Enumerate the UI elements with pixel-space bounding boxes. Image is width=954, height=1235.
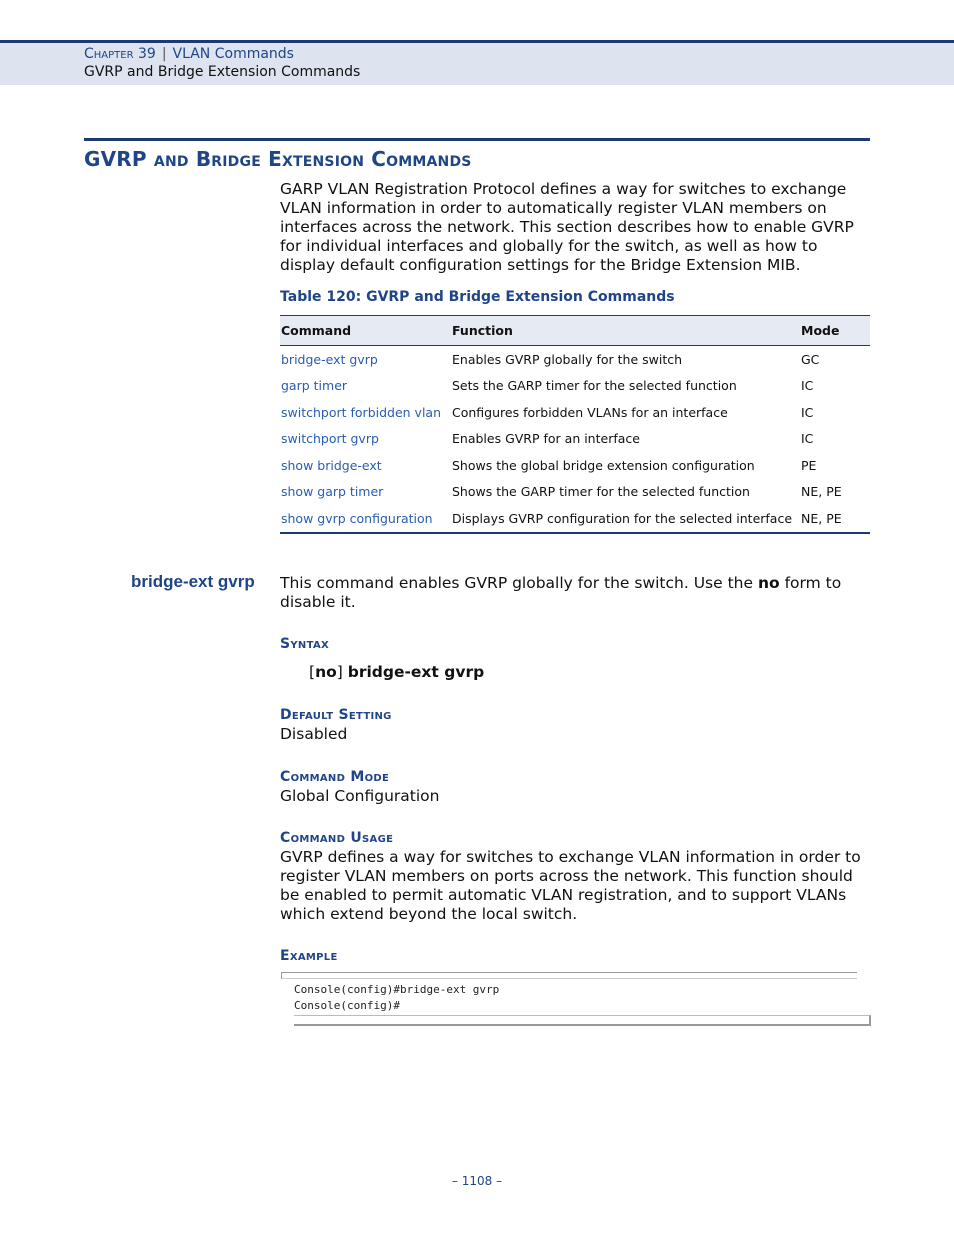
table-row	[280, 452, 870, 479]
table-row	[280, 399, 870, 426]
command-description	[280, 574, 868, 612]
mode-cell: IC	[801, 404, 814, 420]
chapter-title: VLAN Commands	[172, 46, 294, 62]
command-link[interactable]: show gvrp configuration	[280, 505, 452, 533]
function-cell: Shows the GARP timer for the selected function	[452, 484, 750, 500]
code-line: Console(config)#bridge-ext gvrp	[294, 983, 500, 996]
command-usage-text: GVRP defines a way for switches to exchange VLAN information in order to register VLAN members on ports across the network. This function should be enabled to permit automatic VLAN registration, and to support VLANs which extend beyond the local switch.	[280, 848, 861, 923]
example-heading: Example	[280, 948, 338, 964]
code-frame-bottom	[294, 1015, 871, 1026]
command-mode-value: Global Configuration	[280, 787, 440, 805]
command-link[interactable]: switchport forbidden vlan	[281, 404, 442, 420]
mode-cell: NE, PE	[801, 505, 870, 533]
table-row	[280, 346, 870, 373]
description-text-end: form to disable it.	[280, 574, 842, 611]
table-header-row	[280, 316, 870, 346]
default-setting-value: Disabled	[280, 725, 348, 743]
mode-cell: IC	[801, 378, 814, 394]
mode-cell: PE	[801, 457, 817, 473]
function-cell: Sets the GARP timer for the selected function	[452, 378, 737, 394]
code-line: Console(config)#	[294, 999, 400, 1012]
syntax-command: bridge-ext gvrp	[347, 663, 485, 681]
example-code-block	[281, 972, 869, 1026]
chapter-label: Chapter 39	[84, 46, 156, 62]
function-cell: Configures forbidden VLANs for an interface	[452, 404, 728, 420]
syntax-no-keyword: no	[315, 663, 337, 681]
table-row	[280, 505, 870, 533]
command-heading: bridge-ext gvrp	[131, 572, 255, 591]
col-header-mode: Mode	[801, 316, 870, 346]
intro-paragraph: GARP VLAN Registration Protocol defines a way for switches to exchange VLAN information in order to automatically register VLAN members on interfaces across the network. This section describes how to enable GVRP for individual interfaces and globally for the switch, as well as how to display default configuration settings for the Bridge Extension MIB.	[280, 180, 854, 274]
function-cell: Enables GVRP globally for the switch	[452, 351, 683, 367]
description-text: This command enables GVRP globally for the switch. Use the	[280, 574, 758, 592]
mode-cell: IC	[801, 431, 814, 447]
col-header-command: Command	[280, 316, 452, 346]
syntax-bracket-open: [	[309, 663, 316, 681]
command-usage-heading: Command Usage	[280, 830, 394, 846]
description-no-keyword: no	[757, 574, 780, 592]
col-header-function: Function	[452, 316, 801, 346]
section-title: GVRP and Bridge Extension Commands	[84, 147, 472, 171]
table-caption: Table 120: GVRP and Bridge Extension Commands	[280, 289, 675, 305]
default-setting-heading: Default Setting	[280, 707, 392, 723]
command-link[interactable]: show bridge-ext	[281, 457, 382, 473]
syntax-bracket-close: ]	[336, 663, 348, 681]
table-row	[280, 426, 870, 453]
header-separator: |	[161, 46, 167, 62]
command-link[interactable]: garp timer	[281, 378, 348, 394]
command-mode-heading: Command Mode	[280, 769, 390, 785]
mode-cell: GC	[801, 351, 820, 367]
page-number: – 1108 –	[451, 1174, 503, 1188]
syntax-line	[309, 663, 484, 681]
table-row	[280, 479, 870, 506]
commands-table	[280, 315, 870, 534]
command-link[interactable]: switchport gvrp	[281, 431, 379, 447]
running-header-section: GVRP and Bridge Extension Commands	[84, 64, 361, 80]
code-frame-top	[281, 972, 857, 979]
table-row	[280, 373, 870, 400]
running-header-chapter	[84, 46, 294, 62]
section-rule	[84, 138, 870, 141]
function-cell: Shows the global bridge extension configuration	[452, 457, 755, 473]
mode-cell: NE, PE	[801, 484, 842, 500]
command-link[interactable]: bridge-ext gvrp	[281, 351, 378, 367]
function-cell: Enables GVRP for an interface	[452, 431, 640, 447]
function-cell: Displays GVRP configuration for the selected interface	[452, 505, 801, 533]
syntax-heading: Syntax	[280, 636, 329, 652]
command-link[interactable]: show garp timer	[281, 484, 384, 500]
